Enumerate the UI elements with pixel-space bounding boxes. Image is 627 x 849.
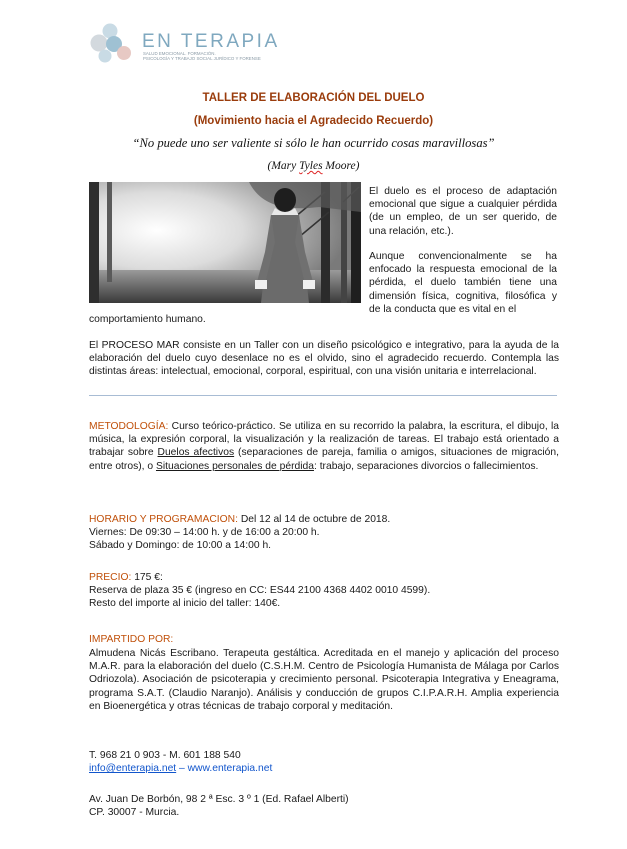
- document-title: TALLER DE ELABORACIÓN DEL DUELO: [202, 92, 425, 104]
- logo-tagline-line-2: PSICOLOGÍA Y TRABAJO SOCIAL JURÍDICO Y FORENSE: [143, 56, 261, 62]
- document-subtitle: (Movimiento hacia el Agradecido Recuerdo): [193, 115, 434, 127]
- section-divider: [89, 395, 557, 396]
- contact-separator: –: [176, 763, 188, 775]
- precio-amount: 175 €:: [131, 572, 163, 583]
- duelos-afectivos-term: Duelos afectivos: [157, 447, 235, 459]
- logo-mark-icon: [88, 22, 134, 64]
- precio-reserva: Reserva de plaza 35 € (ingreso en CC: ES44 2100 4368 4402 0010 4599).: [89, 585, 431, 597]
- intro-paragraph-2-end: comportamiento humano.: [89, 314, 206, 325]
- metodologia-label: METODOLOGÍA:: [89, 421, 169, 432]
- quote-author-open: (Mary: [267, 160, 300, 172]
- contact-section: [89, 749, 559, 775]
- impartido-label: IMPARTIDO POR:: [89, 634, 174, 645]
- quote: “No puede uno ser valiente si sólo le han ocurrido cosas maravillosas”: [132, 136, 495, 150]
- metodologia-text-2: (separaciones de pareja, familia o amigos, situaciones de migración, entre otros), o: [89, 447, 559, 472]
- logo-tagline-line-1: SALUD EMOCIONAL. FORMACIÓN.: [143, 51, 216, 56]
- address-section: [89, 793, 559, 819]
- horario-heading: [89, 513, 559, 526]
- impartido-text: Almudena Nicás Escribano. Terapeuta gestáltica. Acreditada en el manejo y aplicación del proceso M.A.R. para la elaboración del duelo (C.S.H.M. Centro de Psicología Humanista de Málaga por Carlos Odriozola). Asociación de psicoterapia y crecimiento personal. Psicoterapia Integrativa y Eneagrama, programa S.A.T. (Claudio Naranjo). Análisis y conducción de grupos C.I.P.A.R.H. Amplia experiencia en Bioenergética y otras técnicas de trabajo corporal y meditación.: [89, 648, 559, 712]
- precio-section: [89, 571, 559, 611]
- situaciones-perdida-term: Situaciones personales de pérdida: [155, 460, 314, 472]
- horario-label: HORARIO Y PROGRAMACION:: [89, 514, 238, 525]
- quote-author-name: Tyles: [299, 160, 323, 172]
- quote-author-close: Moore): [322, 160, 360, 172]
- horario-section: [89, 513, 559, 553]
- horario-viernes: Viernes: De 09:30 – 14:00 h. y de 16:00 a 20:00 h.: [89, 527, 320, 539]
- quote-author: [0, 160, 627, 172]
- address-line-2: CP. 30007 - Murcia.: [89, 807, 180, 819]
- proceso-mar-paragraph: El PROCESO MAR consiste en un Taller con un diseño psicológico e integrativo, para la ayuda de la elaboración del duelo cuyo desenlace no es el olvido, sino el agradecido recuerdo. Contempla las distintas áreas: intelectual, emocional, corporal, espiritual, con una visión unitaria e interrelacional.: [89, 340, 559, 378]
- logo-tagline: [143, 51, 263, 61]
- logo-name: EN TERAPIA: [142, 31, 280, 52]
- horario-dates: Del 12 al 14 de octubre de 2018.: [237, 514, 391, 525]
- precio-heading: [89, 571, 559, 584]
- metodologia-section: [89, 420, 559, 473]
- address-line-1: Av. Juan De Borbón, 98 2 ª Esc. 3 º 1 (Ed. Rafael Alberti): [89, 794, 349, 805]
- precio-resto: Resto del importe al inicio del taller: 140€.: [89, 598, 281, 610]
- contact-links: [89, 762, 559, 775]
- intro-paragraph-1: El duelo es el proceso de adaptación emocional que sigue a cualquier pérdida (de un empleo, de un ser querido, de una relación, etc.).: [369, 186, 557, 237]
- website-link[interactable]: www.enterapia.net: [187, 763, 273, 775]
- metodologia-text-3: : trabajo, separaciones divorcios o fallecimientos.: [313, 460, 539, 472]
- intro-paragraph-2: Aunque convencionalmente se ha enfocado la respuesta emocional de la pérdida, el duelo también tiene una dimensión física, cognitiva, filosófica y de la conducta que es vital en el: [369, 251, 557, 315]
- contact-phones: T. 968 21 0 903 - M. 601 188 540: [89, 750, 241, 761]
- precio-label: PRECIO:: [89, 572, 132, 583]
- metodologia-text-1: Curso teórico-práctico. Se utiliza en su recorrido la palabra, la escritura, el dibujo, la música, la expresión corporal, la visualización y la realización de tareas. El trabajo está orientado a trabajar sobre: [89, 421, 559, 459]
- email-link[interactable]: info@enterapia.net: [89, 763, 177, 775]
- photo-woman-in-forest: [89, 182, 361, 303]
- horario-fin-de-semana: Sábado y Domingo: de 10:00 a 14:00 h.: [89, 540, 272, 552]
